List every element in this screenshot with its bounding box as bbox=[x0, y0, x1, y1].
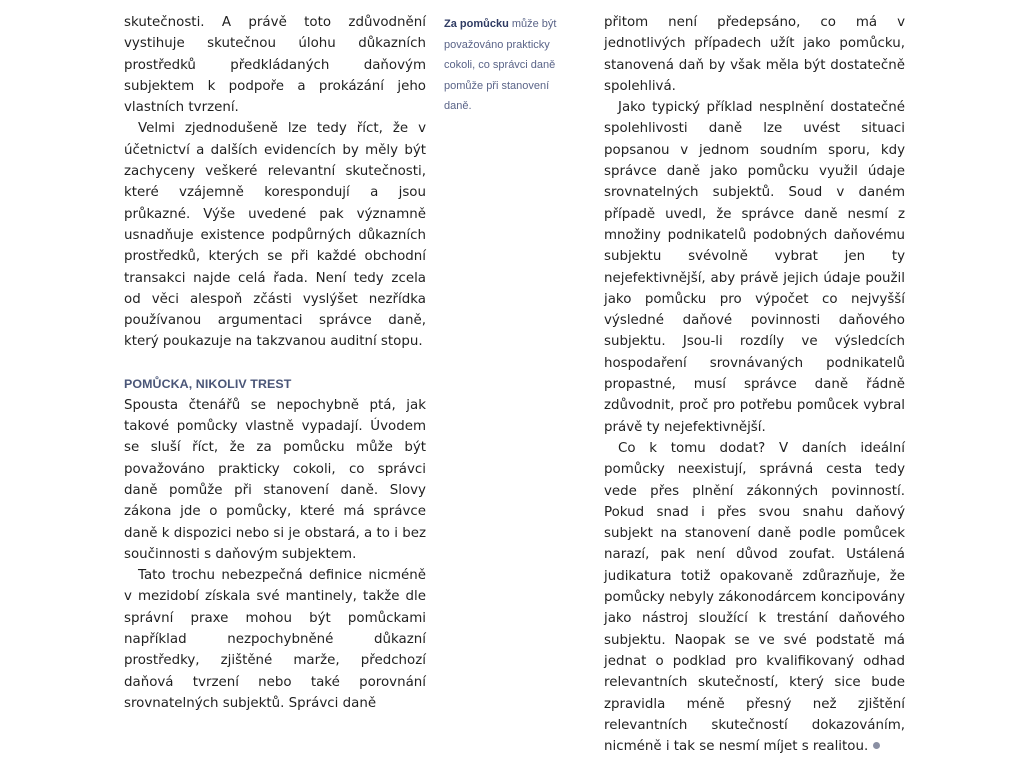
paragraph: Velmi zjednodušeně lze tedy říct, že v účetnictví a dalších evidencích by měly být zachyceny veškeré relevantní skutečnosti, které vzájemně korespondují a jsou průkazné. Výše uvedené pak významně usnadňuje existence podpůrných důkazních prostředků, kterých se při každé obchodní transakci najde celá řada. Není tedy zcela od věci alespoň zčásti vyslýšet nezřídka používanou argumentaci správce daně, který poukazuje na takzvanou auditní stopu. bbox=[124, 121, 426, 350]
pull-quote bbox=[444, 14, 576, 117]
paragraph: Tato trochu nebezpečná definice nicméně v mezidobí získala své mantinely, takže dle správní praxe mohou být pomůckami například nezpochybněné důkazní prostředky, zjištěné marže, předchozí daňová tvrzení nebo také porovnání srovnatelných subjektů. Správci daně bbox=[124, 568, 426, 711]
pull-quote-text: může být považováno prakticky cokoli, co správci daně pomůže při stanovení daně. bbox=[444, 18, 557, 112]
left-column bbox=[124, 12, 426, 714]
paragraph: Spousta čtenářů se nepochybně ptá, jak takové pomůcky vlastně vypadají. Úvodem se sluší říct, že za pomůcku může být považováno prakticky cokoli, co správci daně pomůže při stanovení daně. Slovy zákona jde o pomůcky, které má správce daně k dispozici nebo si je obstará, a to i bez součinnosti s daňovým subjektem. bbox=[124, 397, 426, 562]
paragraph: Jako typický příklad nesplnění dostatečné spolehlivosti daně lze uvést situaci popsanou v jednom soudním sporu, kdy správce daně jako pomůcku využil údaje srovnatelných subjektů. Soud v daném případě uvedl, že správce daně nesmí z množiny podnikatelů podobných daňovému subjektu svévolně vybrat jen ty nejefektivnější, aby právě jejich údaje použil jako pomůcku pro výpočet co nejvyšší výsledné daňové povinnosti daňového subjektu. Jsou-li rozdíly ve výsledcích hospodaření srovnávaných podnikatelů propastné, musí správce daně řádně zdůvodnit, proč pro potřebu pomůcek vybral právě ty nejefektivnější. bbox=[604, 100, 905, 435]
right-column bbox=[604, 12, 905, 757]
end-mark-icon bbox=[873, 742, 880, 749]
paragraph: přitom není předepsáno, co má v jednotlivých případech užít jako pomůcku, stanovená daň by však měla být dostatečně spolehlivá. bbox=[604, 15, 905, 94]
section-heading: POMŮCKA, NIKOLIV TREST bbox=[124, 376, 292, 391]
paragraph: skutečnosti. A právě toto zdůvodnění vystihuje skutečnou úlohu důkazních prostředků předkládaných daňovým subjektem k podpoře a prokázání jeho vlastních tvrzení. bbox=[124, 15, 426, 116]
pull-quote-lead: Za pomůcku bbox=[444, 18, 509, 30]
paragraph-text: Co k tomu dodat? V daních ideální pomůcky neexistují, správná cesta tedy vede přes plnění zákonných povinností. Pokud snad i přes svou snahu daňový subjekt na stanovení daně podle pomůcek narazí, pak není důvod zoufat. Ustálená judikatura totiž opakovaně zdůrazňuje, že pomůcky nebyly zákonodárcem koncipovány jako nástroj sloužící k trestání daňového subjektu. Naopak se ve své podstatě má jednat o podklad pro kvalifikovaný odhad relevantních skutečností, který sice bude zpravidla méně přesný než zjištění relevantních skutečností dokazováním, nicméně i tak se nesmí míjet s realitou. bbox=[604, 440, 905, 755]
paragraph-final bbox=[604, 438, 905, 757]
